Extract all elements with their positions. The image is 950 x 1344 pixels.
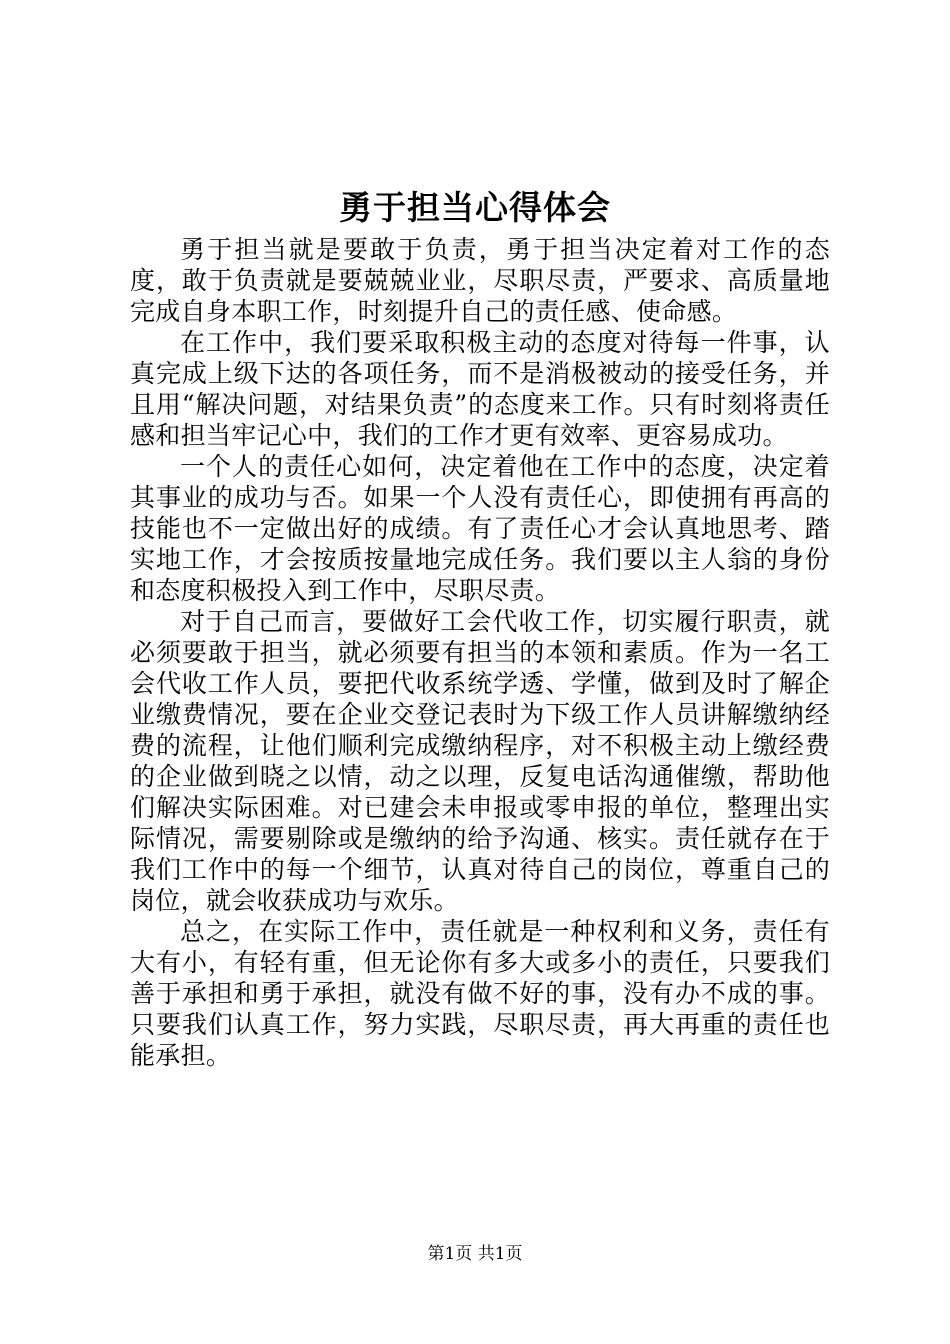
paragraph: 勇于担当就是要敢于负责，勇于担当决定着对工作的态度，敢于负责就是要兢兢业业，尽职尽责，严要求、高质量地完成自身本职工作，时刻提升自己的责任感、使命感。 bbox=[130, 235, 830, 326]
paragraph: 对于自己而言，要做好工会代收工作，切实履行职责，就必须要敢于担当，就必须要有担当的本领和素质。作为一名工会代收工作人员，要把代收系统学透、学懂，做到及时了解企业缴费情况，要在企业交登记表时为下级工作人员讲解缴纳经费的流程，让他们顺利完成缴纳程序，对不积极主动上缴经费的企业做到晓之以情，动之以理，反复电话沟通催缴，帮助他们解决实际困难。对已建会未申报或零申报的单位，整理出实际情况，需要剔除或是缴纳的给予沟通、核实。责任就存在于我们工作中的每一个细节，认真对待自己的岗位，尊重自己的岗位，就会收获成功与欢乐。 bbox=[130, 607, 830, 915]
paragraph: 在工作中，我们要采取积极主动的态度对待每一件事，认真完成上级下达的各项任务，而不是消极被动的接受任务，并且用“解决问题，对结果负责”的态度来工作。只有时刻将责任感和担当牢记心中，我们的工作才更有效率、更容易成功。 bbox=[130, 328, 830, 450]
document-title: 勇于担当心得体会 bbox=[339, 188, 611, 227]
paragraph: 一个人的责任心如何，决定着他在工作中的态度，决定着其事业的成功与否。如果一个人没有责任心，即使拥有再高的技能也不一定做出好的成绩。有了责任心才会认真地思考、踏实地工作，才会按质按量地完成任务。我们要以主人翁的身份和态度积极投入到工作中，尽职尽责。 bbox=[130, 452, 830, 605]
page-footer: 第1页 共1页 bbox=[427, 1244, 523, 1264]
document-body bbox=[130, 234, 830, 1071]
paragraph: 总之，在实际工作中，责任就是一种权利和义务，责任有大有小，有轻有重，但无论你有多大或多小的责任，只要我们善于承担和勇于承担，就没有做不好的事，没有办不成的事。只要我们认真工作，努力实践，尽职尽责，再大再重的责任也能承担。 bbox=[130, 917, 830, 1070]
